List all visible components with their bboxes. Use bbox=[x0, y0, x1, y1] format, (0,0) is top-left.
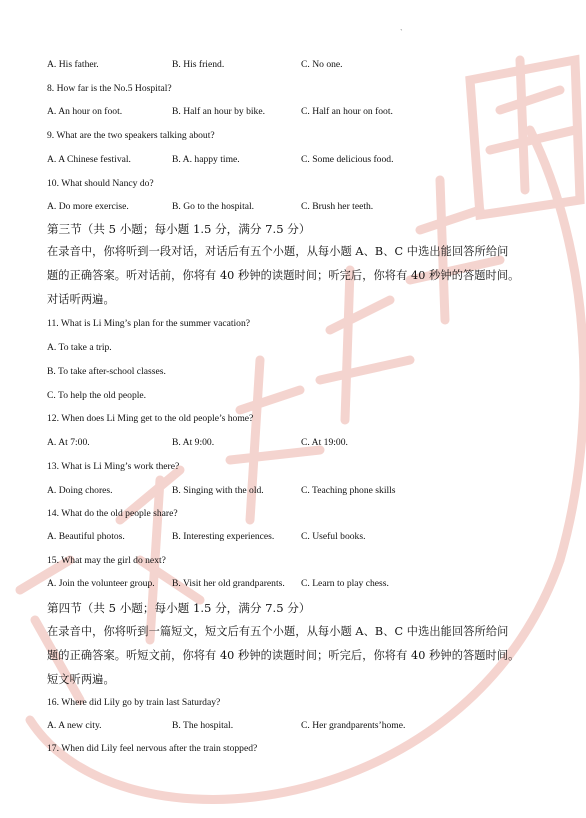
option-b: B. The hospital. bbox=[172, 720, 234, 731]
instruction-text: 题的正确答案。听对话前，你将有 40 秒钟的读题时间；听完后，你将有 40 秒钟的答题时间。 bbox=[47, 269, 520, 282]
section-heading: 第三节（共 5 小题；每小题 1.5 分，满分 7.5 分） bbox=[47, 222, 311, 236]
question-text: 12. When does Li Ming get to the old people’s home? bbox=[47, 413, 254, 424]
instruction-text: 在录音中，你将听到一段对话，对话后有五个小题，从每小题 A、B、C 中选出能回答所给问 bbox=[47, 245, 509, 258]
option-b: B. His friend. bbox=[172, 59, 225, 70]
question-text: 15. What may the girl do next? bbox=[47, 555, 166, 566]
option-a: A. An hour on foot. bbox=[47, 106, 123, 117]
corner-mark: ` bbox=[400, 28, 403, 37]
option-a: A. Join the volunteer group. bbox=[47, 578, 155, 589]
question-text: 13. What is Li Ming’s work there? bbox=[47, 461, 180, 472]
option-c: C. Teaching phone skills bbox=[301, 485, 396, 496]
question-text: B. To take after-school classes. bbox=[47, 366, 166, 377]
option-a: A. Do more exercise. bbox=[47, 201, 129, 212]
question-text: 17. When did Lily feel nervous after the train stopped? bbox=[47, 743, 258, 754]
option-b: B. Visit her old grandparents. bbox=[172, 578, 285, 589]
option-b: B. Go to the hospital. bbox=[172, 201, 255, 212]
question-text: 14. What do the old people share? bbox=[47, 508, 178, 519]
option-b: B. Interesting experiences. bbox=[172, 531, 275, 542]
question-text: 16. Where did Lily go by train last Saturday? bbox=[47, 697, 221, 708]
instruction-text: 对话听两遍。 bbox=[47, 293, 115, 306]
option-c: C. Learn to play chess. bbox=[301, 578, 389, 589]
question-text: 9. What are the two speakers talking about? bbox=[47, 130, 215, 141]
option-c: C. Useful books. bbox=[301, 531, 366, 542]
option-b: B. Half an hour by bike. bbox=[172, 106, 265, 117]
option-c: C. Some delicious food. bbox=[301, 154, 394, 165]
option-b: B. At 9:00. bbox=[172, 437, 215, 448]
instruction-text: 题的正确答案。听短文前，你将有 40 秒钟的读题时间；听完后，你将有 40 秒钟的答题时间。 bbox=[47, 649, 520, 662]
section-heading: 第四节（共 5 小题；每小题 1.5 分，满分 7.5 分） bbox=[47, 601, 311, 615]
option-a: A. At 7:00. bbox=[47, 437, 90, 448]
question-text: A. To take a trip. bbox=[47, 342, 112, 353]
question-text: 11. What is Li Ming’s plan for the summer vacation? bbox=[47, 318, 251, 329]
option-c: C. Her grandparents’home. bbox=[301, 720, 406, 731]
option-c: C. No one. bbox=[301, 59, 343, 70]
question-text: 10. What should Nancy do? bbox=[47, 178, 154, 189]
option-a: A. Doing chores. bbox=[47, 485, 113, 496]
option-a: A. A Chinese festival. bbox=[47, 154, 131, 165]
option-c: C. Brush her teeth. bbox=[301, 201, 374, 212]
instruction-text: 短文听两遍。 bbox=[47, 673, 115, 686]
option-b: B. Singing with the old. bbox=[172, 485, 264, 496]
instruction-text: 在录音中，你将听到一篇短文，短文后有五个小题，从每小题 A、B、C 中选出能回答所给问 bbox=[47, 625, 509, 638]
option-c: C. Half an hour on foot. bbox=[301, 106, 393, 117]
option-a: A. A new city. bbox=[47, 720, 102, 731]
option-c: C. At 19:00. bbox=[301, 437, 348, 448]
option-b: B. A. happy time. bbox=[172, 154, 240, 165]
question-text: 8. How far is the No.5 Hospital? bbox=[47, 83, 172, 94]
option-a: A. His father. bbox=[47, 59, 99, 70]
question-text: C. To help the old people. bbox=[47, 390, 147, 401]
option-a: A. Beautiful photos. bbox=[47, 531, 125, 542]
